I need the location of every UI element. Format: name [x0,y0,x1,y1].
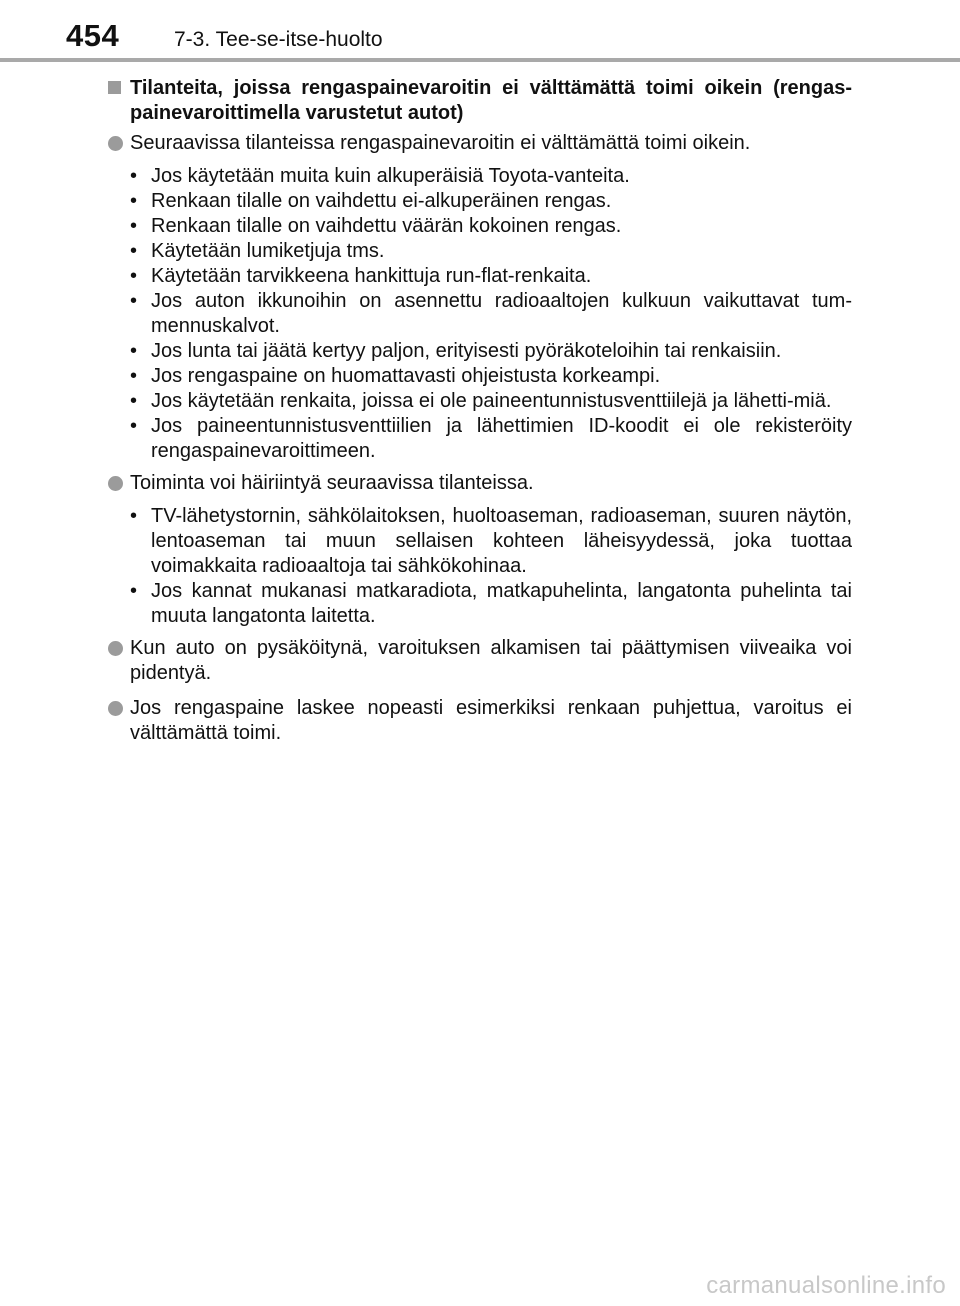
header-divider [0,58,960,62]
bullet-dot-icon: • [130,215,138,237]
bullet-dot-icon: • [130,290,138,312]
circle-item [108,696,852,746]
bullet-dot-icon: • [130,190,138,212]
page-number: 454 [66,18,120,53]
bullet-text: Jos kannat mukanasi matkaradiota, matkapuhelinta, langatonta puhelinta tai muuta langatonta laitetta. [151,580,852,627]
bullet-item [130,289,852,339]
bullet-item [130,339,852,364]
bullet-text: Käytetään tarvikkeena hankittuja run-flat-renkaita. [151,265,592,287]
bullet-item [130,214,852,239]
bullet-list [130,504,852,629]
bullet-dot-icon: • [130,265,138,287]
bullet-dot-icon: • [130,505,138,527]
bullet-dot-icon: • [130,390,138,412]
circle-item [108,471,852,496]
bullet-text: Jos lunta tai jäätä kertyy paljon, erityisesti pyöräkoteloihin tai renkaisiin. [151,340,782,362]
bullet-item [130,579,852,629]
bullet-item [130,239,852,264]
circle-item-text: Seuraavissa tilanteissa rengaspainevaroitin ei välttämättä toimi oikein. [130,132,751,154]
item-list [108,131,852,746]
bullet-text: Jos auton ikkunoihin on asennettu radioaaltojen kulkuun vaikuttavat tum-mennuskalvot. [151,290,852,337]
bullet-text: Renkaan tilalle on vaihdettu väärän kokoinen rengas. [151,215,622,237]
main-content [108,76,852,756]
bullet-item [130,504,852,579]
bullet-text: Jos käytetään renkaita, joissa ei ole paineentunnistusventtiilejä ja lähetti-miä. [151,390,832,412]
bullet-item [130,164,852,189]
bullet-text: Renkaan tilalle on vaihdettu ei-alkuperäinen rengas. [151,190,612,212]
bullet-item [130,264,852,289]
bullet-item [130,389,852,414]
circle-item [108,636,852,686]
bullet-list [130,164,852,464]
section-title: 7-3. Tee-se-itse-huolto [174,28,383,51]
bullet-dot-icon: • [130,240,138,262]
bullet-item [130,364,852,389]
square-icon [108,81,121,94]
bullet-text: Käytetään lumiketjuja tms. [151,240,385,262]
section-heading-text: Tilanteita, joissa rengaspainevaroitin ei välttämättä toimi oikein (rengas-painevaroittimella varustetut autot) [130,77,852,124]
bullet-text: Jos käytetään muita kuin alkuperäisiä Toyota-vanteita. [151,165,630,187]
page-header [0,0,960,62]
circle-item-text: Toiminta voi häiriintyä seuraavissa tilanteissa. [130,472,534,494]
bullet-dot-icon: • [130,165,138,187]
circle-icon [108,701,123,716]
bullet-dot-icon: • [130,580,138,602]
circle-icon [108,476,123,491]
bullet-dot-icon: • [130,415,138,437]
circle-item-text: Kun auto on pysäköitynä, varoituksen alkamisen tai päättymisen viiveaika voi pidentyä. [130,637,852,684]
bullet-text: Jos paineentunnistusventtiilien ja lähettimien ID-koodit ei ole rekisteröity rengaspainevaroittimeen. [151,415,852,462]
bullet-item [130,189,852,214]
circle-icon [108,136,123,151]
circle-icon [108,641,123,656]
bullet-text: TV-lähetystornin, sähkölaitoksen, huoltoaseman, radioaseman, suuren näytön, lentoaseman tai muun sellaisen kohteen läheisyydessä, joka tuottaa voimakkaita radioaaltoja tai sähkökohinaa. [151,505,852,577]
circle-item-text: Jos rengaspaine laskee nopeasti esimerkiksi renkaan puhjettua, varoitus ei välttämättä toimi. [130,697,852,744]
circle-item [108,131,852,156]
watermark: carmanualsonline.info [706,1272,946,1299]
bullet-item [130,414,852,464]
bullet-dot-icon: • [130,365,138,387]
section-heading [108,76,852,126]
bullet-dot-icon: • [130,340,138,362]
bullet-text: Jos rengaspaine on huomattavasti ohjeistusta korkeampi. [151,365,661,387]
